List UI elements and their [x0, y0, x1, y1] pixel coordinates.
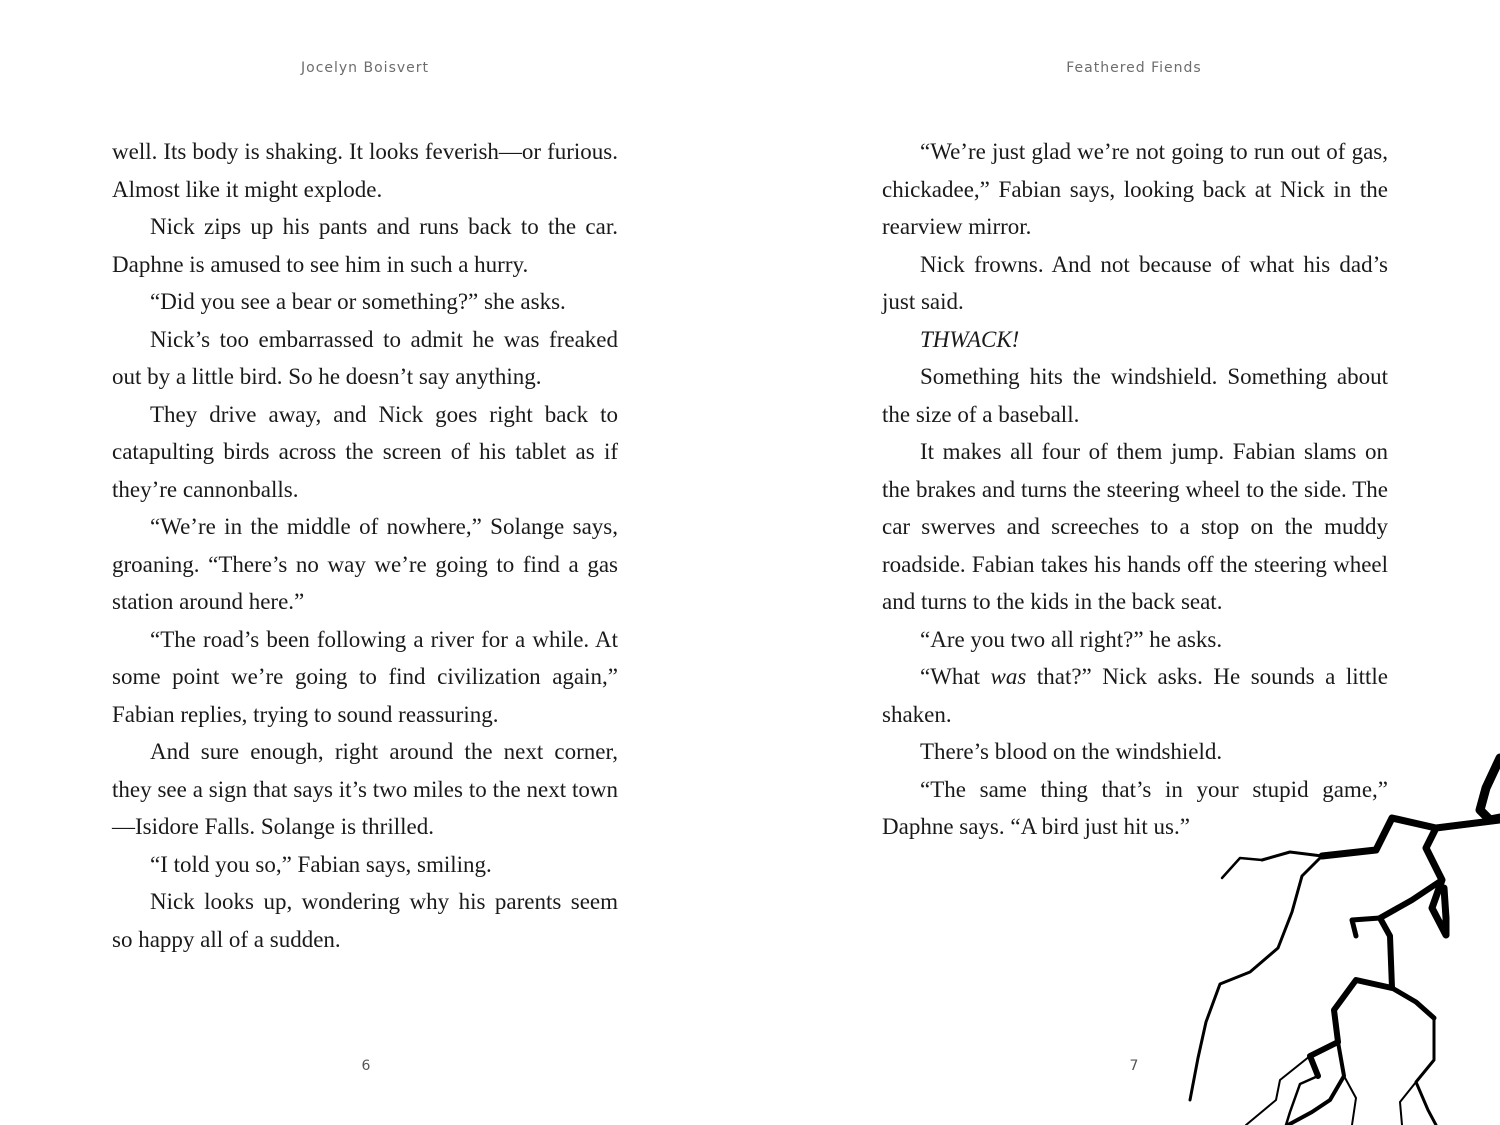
crack-thin — [1262, 852, 1322, 860]
running-head-left: Jocelyn Boisvert — [301, 60, 429, 76]
page-number-left: 6 — [361, 1058, 371, 1074]
paragraph: Nick frowns. And not because of what his dad’s just said. — [882, 251, 1388, 314]
crack-main — [1392, 988, 1434, 1018]
paragraph: And sure enough, right around the next corner, they see a sign that says it’s two miles to the next town—Isidore Falls. Solange is thrilled. — [112, 739, 618, 839]
crack-thin — [1400, 1082, 1416, 1125]
paragraph: “I told you so,” Fabian says, smiling. — [150, 851, 492, 877]
right-page-text — [882, 133, 1388, 846]
crack-thin — [1416, 1018, 1436, 1125]
paragraph — [882, 321, 1388, 359]
crack-thin — [1246, 1056, 1310, 1125]
crack-main — [1352, 918, 1380, 936]
paragraph: well. Its body is shaking. It looks feverish—or furious. Almost like it might explode. — [112, 139, 618, 202]
text-run: “What — [920, 664, 991, 689]
paragraph: “We’re just glad we’re not going to run out of gas, chickadee,” Fabian says, looking back at Nick in the rearview mirror. — [882, 139, 1388, 239]
crack-thin — [1344, 1076, 1356, 1125]
paragraph: Nick zips up his pants and runs back to the car. Daphne is amused to see him in such a hurry. — [112, 214, 618, 277]
emphasis: was — [990, 664, 1027, 689]
crack-main — [1426, 820, 1500, 935]
sound-effect: THWACK! — [920, 326, 1020, 352]
paragraph: Something hits the windshield. Something about the size of a baseball. — [882, 364, 1388, 427]
page-number-right: 7 — [1129, 1058, 1139, 1074]
paragraph — [882, 658, 1388, 733]
text-run: that?” Nick asks. He sounds a little shaken. — [882, 664, 1388, 727]
paragraph: “Did you see a bear or something?” she asks. — [150, 289, 566, 314]
running-head-right: Feathered Fiends — [1066, 60, 1202, 76]
crack-main — [1310, 880, 1442, 1076]
paragraph: It makes all four of them jump. Fabian slams on the brakes and turns the steering wheel to the side. The car swerves and screeches to a stop on the muddy roadside. Fabian takes his hands off the steering wheel and turns to the kids in the back seat. — [882, 439, 1388, 614]
paragraph: “Are you two all right?” he asks. — [920, 626, 1223, 652]
paragraph: “We’re in the middle of nowhere,” Solange says, groaning. “There’s no way we’re going to find a gas station around here.” — [112, 514, 618, 614]
paragraph: Nick looks up, wondering why his parents seem so happy all of a sudden. — [112, 889, 618, 952]
crack-thin — [1222, 858, 1262, 878]
paragraph: “The road’s been following a river for a while. At some point we’re going to find civilization again,” Fabian replies, trying to sound reassuring. — [112, 626, 618, 727]
left-page-text — [112, 133, 618, 958]
paragraph: Nick’s too embarrassed to admit he was freaked out by a little bird. So he doesn’t say anything. — [112, 326, 618, 389]
paragraph: They drive away, and Nick goes right back to catapulting birds across the screen of his tablet as if they’re cannonballs. — [112, 401, 618, 502]
paragraph: “The same thing that’s in your stupid game,” Daphne says. “A bird just hit us.” — [882, 776, 1388, 839]
paragraph: There’s blood on the windshield. — [920, 739, 1223, 764]
crack-main — [1480, 758, 1500, 820]
